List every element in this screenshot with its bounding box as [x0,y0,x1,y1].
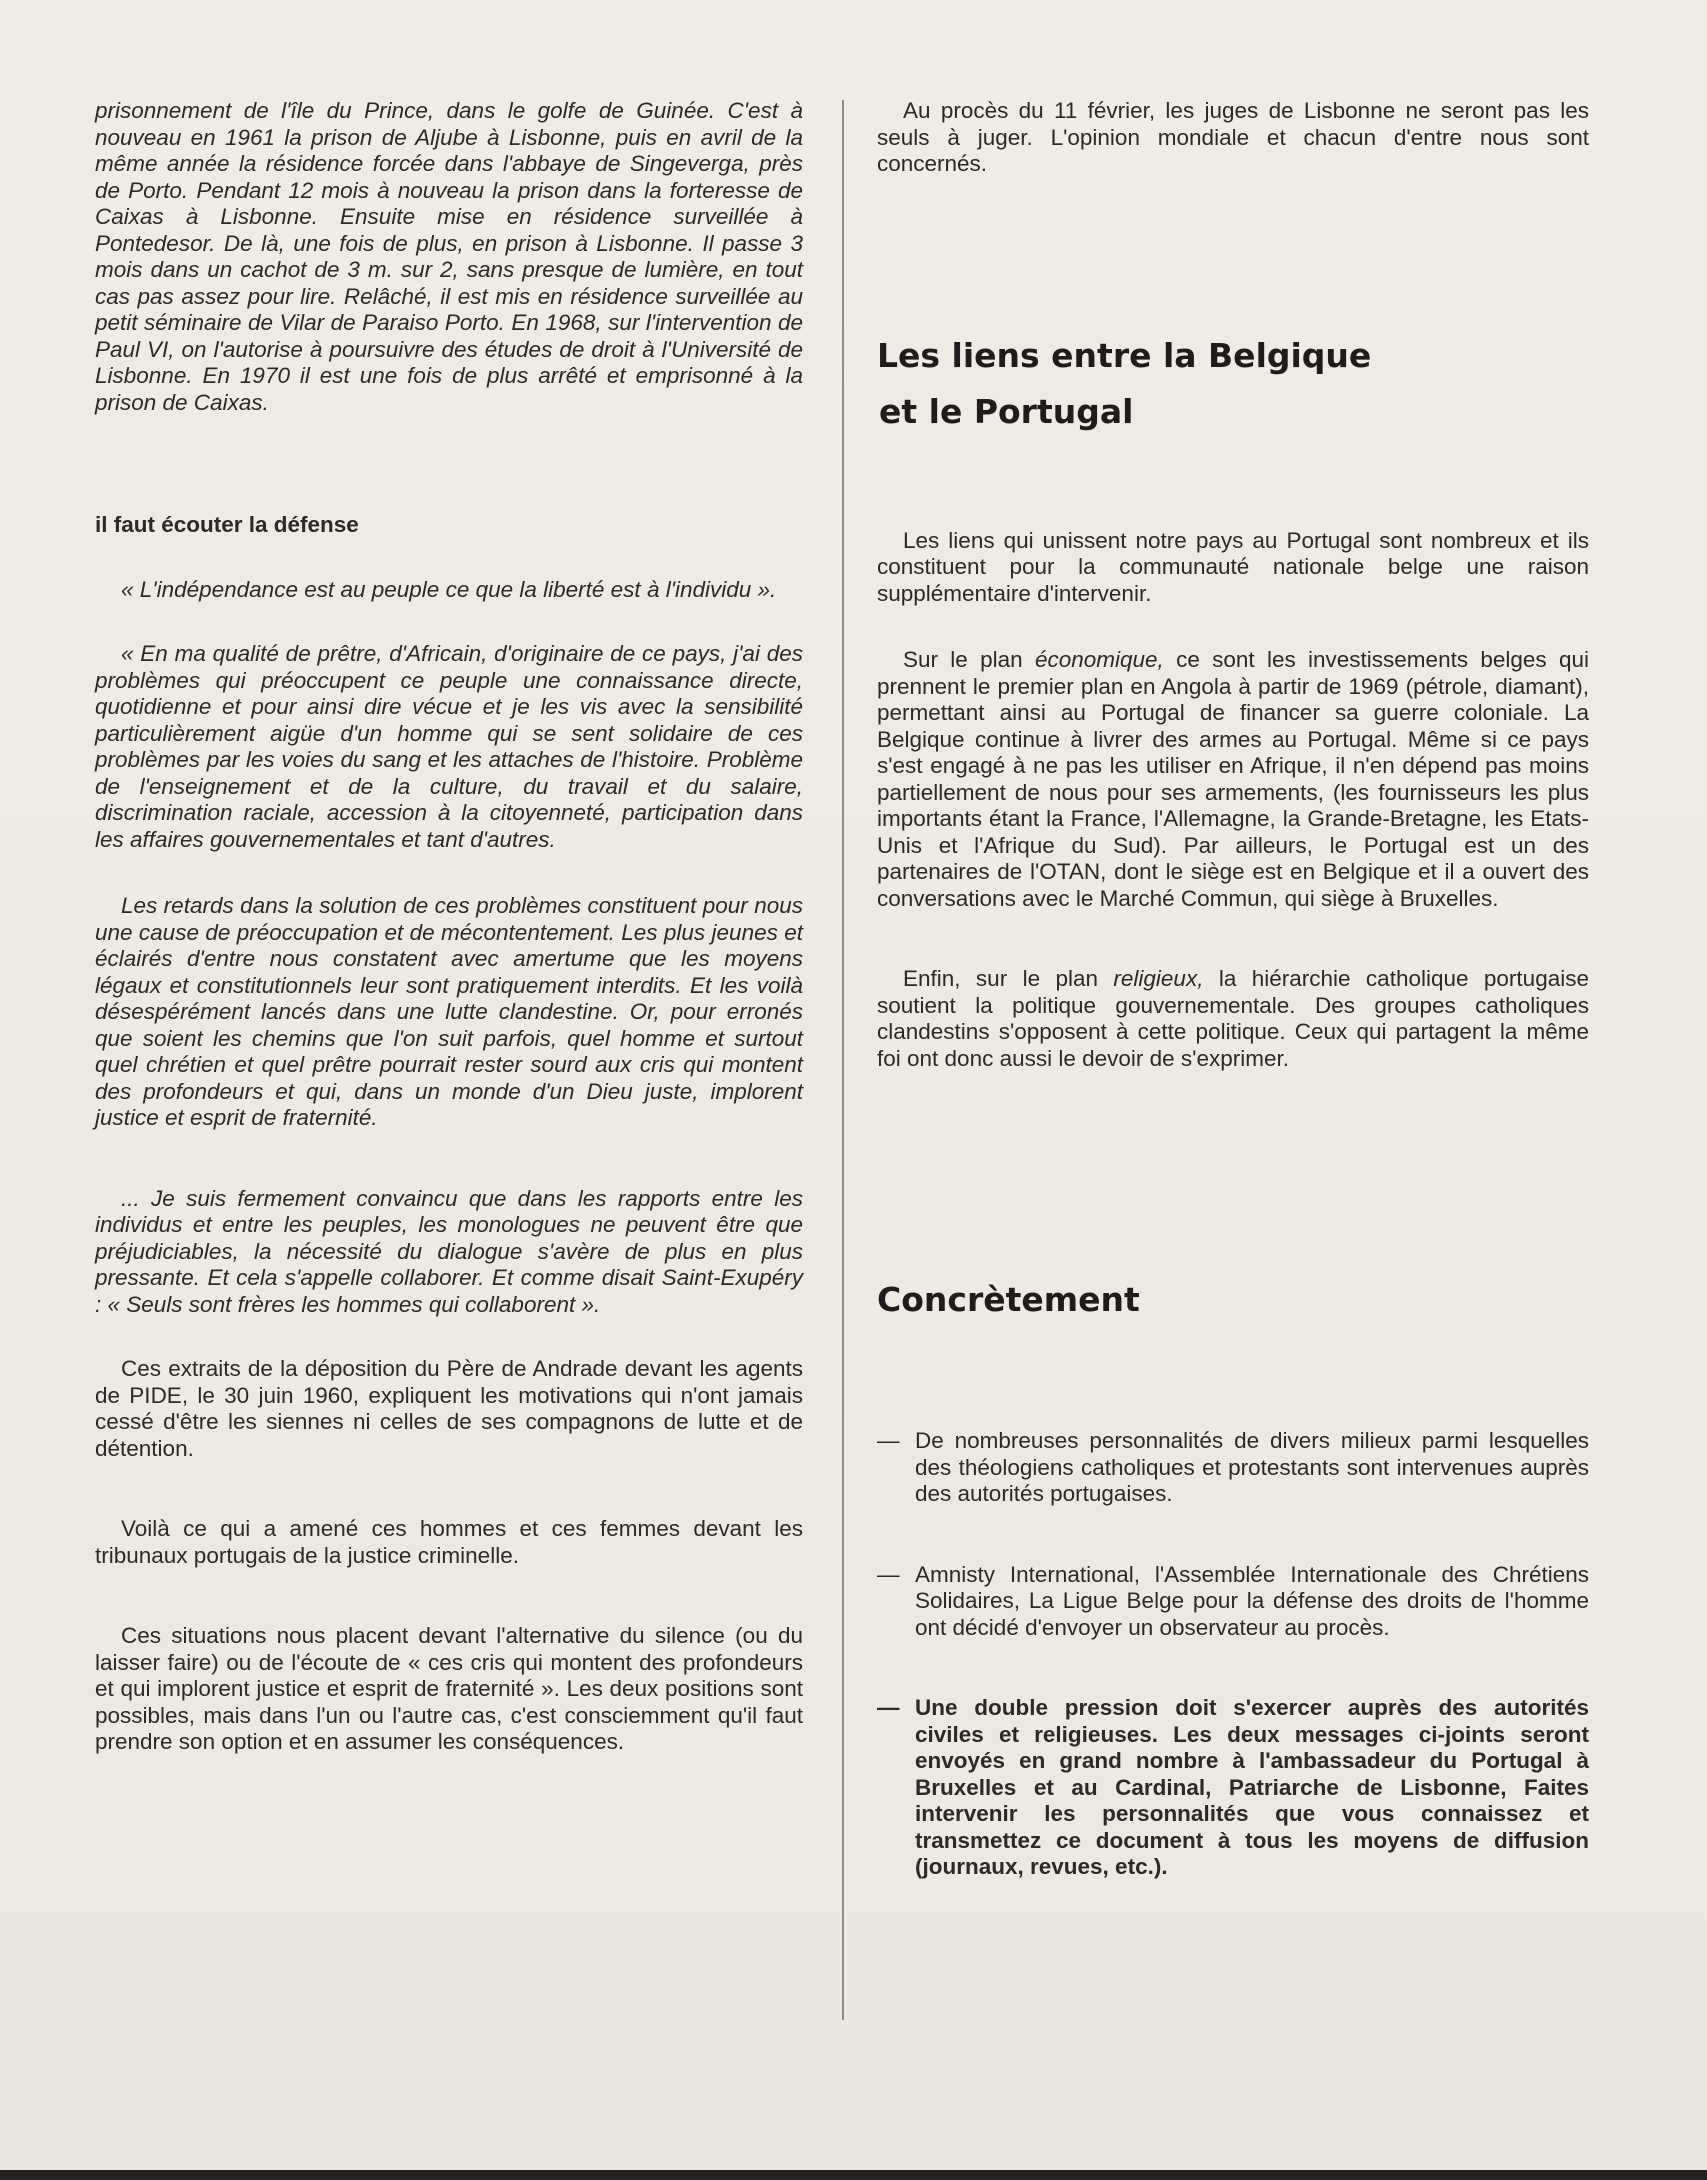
paragraph-situations: Ces situations nous placent devant l'alternative du silence (ou du laisser faire) ou de l'écoute de « ces cris qui montent des profondeurs et qui implorent justice et esprit de fraternité ». Les deux positions sont possibles, mais dans l'un ou l'autre cas, c'est consciemment qu'il faut prendre son option et en assumer les conséquences. [95,1623,803,1754]
quote-independance: « L'indépendance est au peuple ce que la liberté est à l'individu ». [121,576,777,602]
paragraph-liens: Les liens qui unissent notre pays au Portugal sont nombreux et ils constituent pour la communauté nationale belge une raison supplémentaire d'intervenir. [877,527,1589,606]
list-item-text: De nombreuses personnalités de divers milieux parmi lesquelles des théologiens catholiques et protestants sont intervenues auprès des autorités portugaises. [915,1428,1589,1506]
section-title-liens [877,328,1589,440]
column-divider [842,100,844,2020]
section-title-concretement: Concrètement [877,1280,1140,1319]
religieux-before: Enfin, sur le plan [903,966,1114,991]
dash-bullet: — [877,1561,900,1587]
paragraph-economique [877,647,1589,912]
list-item-text: Amnisty International, l'Assemblée Internationale des Chrétiens Solidaires, La Ligue Belge pour la défense des droits de l'homme ont décidé d'envoyer un observateur au procès. [915,1561,1589,1640]
scan-bottom-edge [0,2170,1707,2180]
section-title-liens-line2: et le Portugal [879,391,1134,431]
paragraph-extraits: Ces extraits de la déposition du Père de Andrade devant les agents de PIDE, le 30 juin 1960, expliquent les motivations qui n'ont jamais cessé d'être les siennes ni celles de ses compagnons de lutte et de détention. [95,1356,803,1461]
list-item-amnisty [877,1562,1589,1642]
section-title-liens-line1: Les liens entre la Belgique [877,335,1372,375]
economique-emphasis: économique, [1034,647,1164,672]
religieux-emphasis: religieux, [1113,966,1204,991]
quote-pretre: « En ma qualité de prêtre, d'Africain, d'originaire de ce pays, j'ai des problèmes qui préoccupent ce peuple une connaissance directe, quotidienne et pour ainsi dire vécue et je les vis avec la sensibilité particulièrement aigüe d'un homme qui se sent solidaire de ces problèmes par les voies du sang et les attaches de l'histoire. Problème de l'enseignement et de la culture, du travail et du salaire, discrimination raciale, accession à la citoyenneté, participation dans les affaires gouvernementales et tant d'autres. [95,641,803,852]
list-item-text: Une double pression doit s'exercer auprès des autorités civiles et religieuses. Les deux messages ci-joints seront envoyés en grand nombre à l'ambassadeur du Portugal à Bruxelles et au Cardinal, Patriarche de Lisbonne, Faites intervenir les personnalités que vous connaissez et transmettez ce document à tous les moyens de diffusion (journaux, revues, etc.). [915,1695,1589,1879]
dash-bullet: — [877,1695,900,1720]
right-column [877,98,1589,1881]
quote-dialogue: ... Je suis fermement convaincu que dans les rapports entre les individus et entre les peuples, les monologues ne peuvent être que préjudiciables, la nécessité du dialogue s'avère de plus en plus pressante. Et cela s'appelle collaborer. Et comme disait Saint-Exupéry : « Seuls sont frères les hommes qui collaborent ». [95,1185,803,1317]
left-column [95,98,803,1756]
dash-bullet: — [877,1428,900,1453]
intro-paragraph: prisonnement de l'île du Prince, dans le golfe de Guinée. C'est à nouveau en 1961 la prison de Aljube à Lisbonne, puis en avril de la même année la résidence forcée dans l'abbaye de Singeverga, près de Porto. Pendant 12 mois à nouveau la prison dans la forteresse de Caixas à Lisbonne. Ensuite mise en résidence surveillée à Pontedesor. De là, une fois de plus, en prison à Lisbonne. Il passe 3 mois dans un cachot de 3 m. sur 2, sans presque de lumière, en tout cas pas assez pour lire. Relâché, il est mis en résidence surveillée au petit séminaire de Vilar de Paraiso Porto. En 1968, sur l'intervention de Paul VI, on l'autorise à poursuivre des études de droit à l'Université de Lisbonne. En 1970 il est une fois de plus arrêté et emprisonné à la prison de Caixas. [95,98,803,415]
paragraph-religieux [877,966,1589,1072]
paragraph-proces: Au procès du 11 février, les juges de Lisbonne ne seront pas les seuls à juger. L'opinion mondiale et chacun d'entre nous sont concernés. [877,98,1589,176]
paragraph-amene: Voilà ce qui a amené ces hommes et ces femmes devant les tribunaux portugais de la justice criminelle. [95,1516,803,1568]
subheading-defense: il faut écouter la défense [95,512,359,537]
religieux-after: la hiérarchie catholique portugaise soutient la politique gouvernementale. Des groupes catholiques clandestins s'opposent à cette politique. Ceux qui partagent la même foi ont donc aussi le devoir de s'exprimer. [877,966,1589,1071]
quote-retards: Les retards dans la solution de ces problèmes constituent pour nous une cause de préoccupation et de mécontentement. Les plus jeunes et éclairés d'entre nous constatent avec amertume que les moyens légaux et constitutionnels leur sont pratiquement interdits. Et les voilà désespérément lancés dans une lutte clandestine. Or, pour erronés que soient les chemins que l'on suit parfois, quel homme et surtout quel chrétien et quel prêtre pourrait rester sourd aux cris qui montent des profondeurs et qui, dans un monde d'un Dieu juste, implorent justice et esprit de fraternité. [95,893,803,1130]
list-item-personnalites [877,1428,1589,1508]
economique-after: ce sont les investissements belges qui prennent le premier plan en Angola à partir de 1969 (pétrole, diamant), permettant ainsi au Portugal de financer sa guerre coloniale. La Belgique continue à livrer des armes au Portugal. Même si ce pays s'est engagé à ne pas les utiliser en Afrique, il n'en dépend pas moins partiellement de nous pour ses armements, (les fournisseurs les plus importants étant la France, l'Allemagne, la Grande-Bretagne, les Etats-Unis et l'Afrique du Sud). Par ailleurs, le Portugal est un des partenaires de l'OTAN, dont le siège est en Belgique et il a ouvert des conversations avec le Marché Commun, qui siège à Bruxelles. [877,647,1589,911]
economique-before: Sur le plan [903,647,1035,672]
list-item-pression [877,1695,1589,1881]
